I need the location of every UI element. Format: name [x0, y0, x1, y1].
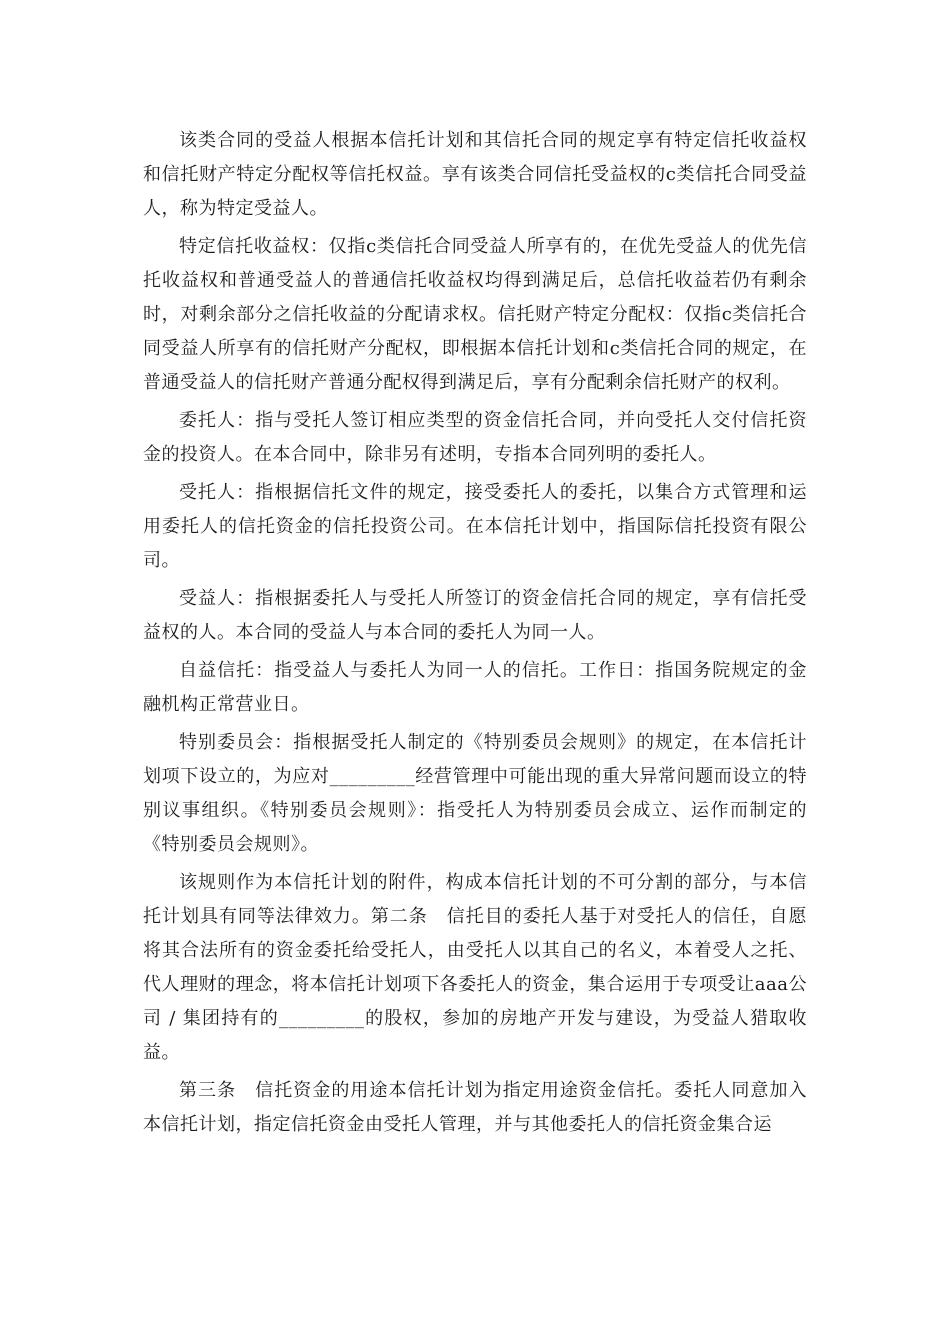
paragraph-3: 委托人：指与受托人签订相应类型的资金信托合同，并向受托人交付信托资金的投资人。在本合同中，除非另有述明，专指本合同列明的委托人。	[143, 410, 807, 465]
paragraph-2: 特定信托收益权：仅指c类信托合同受益人所享有的，在优先受益人的优先信托收益权和普通受益人的普通信托收益权均得到满足后，总信托收益若仍有剩余时，对剩余部分之信托收益的分配请求权。信托财产特定分配权：仅指c类信托合同受益人所享有的信托财产分配权，即根据本信托计划和c类信托合同的规定，在普通受益人的信托财产普通分配权得到满足后，享有分配剩余信托财产的权利。	[143, 236, 807, 393]
paragraph-8: 该规则作为本信托计划的附件，构成本信托计划的不可分割的部分，与本信托计划具有同等法律效力。第二条 信托目的委托人基于对受托人的信任，自愿将其合法所有的资金委托给受托人，由受托人以其自己的名义，本着受人之托、代人理财的理念，将本信托计划项下各委托人的资金，集合运用于专项受让aaa公司 / 集团持有的_________的股权，参加的房地产开发与建设，为受益人猎取收益。	[143, 872, 807, 1063]
paragraph-7: 特别委员会：指根据受托人制定的《特别委员会规则》的规定，在本信托计划项下设立的，为应对_________经营管理中可能出现的重大异常问题而设立的特别议事组织。《特别委员会规则》：指受托人为特别委员会成立、运作而制定的《特别委员会规则》。	[143, 732, 807, 855]
paragraph-1: 该类合同的受益人根据本信托计划和其信托合同的规定享有特定信托收益权和信托财产特定分配权等信托权益。享有该类合同信托受益权的c类信托合同受益人，称为特定受益人。	[143, 130, 807, 219]
paragraph-5: 受益人：指根据委托人与受托人所签订的资金信托合同的规定，享有信托受益权的人。本合同的受益人与本合同的委托人为同一人。	[143, 588, 807, 643]
paragraph-9: 第三条 信托资金的用途本信托计划为指定用途资金信托。委托人同意加入本信托计划，指定信托资金由受托人管理，并与其他委托人的信托资金集合运	[143, 1080, 807, 1135]
paragraph-6: 自益信托：指受益人与委托人为同一人的信托。工作日：指国务院规定的金融机构正常营业日。	[143, 660, 807, 715]
document-body	[143, 124, 807, 1146]
paragraph-4: 受托人：指根据信托文件的规定，接受委托人的委托，以集合方式管理和运用委托人的信托资金的信托投资公司。在本信托计划中，指国际信托投资有限公司。	[143, 482, 807, 571]
